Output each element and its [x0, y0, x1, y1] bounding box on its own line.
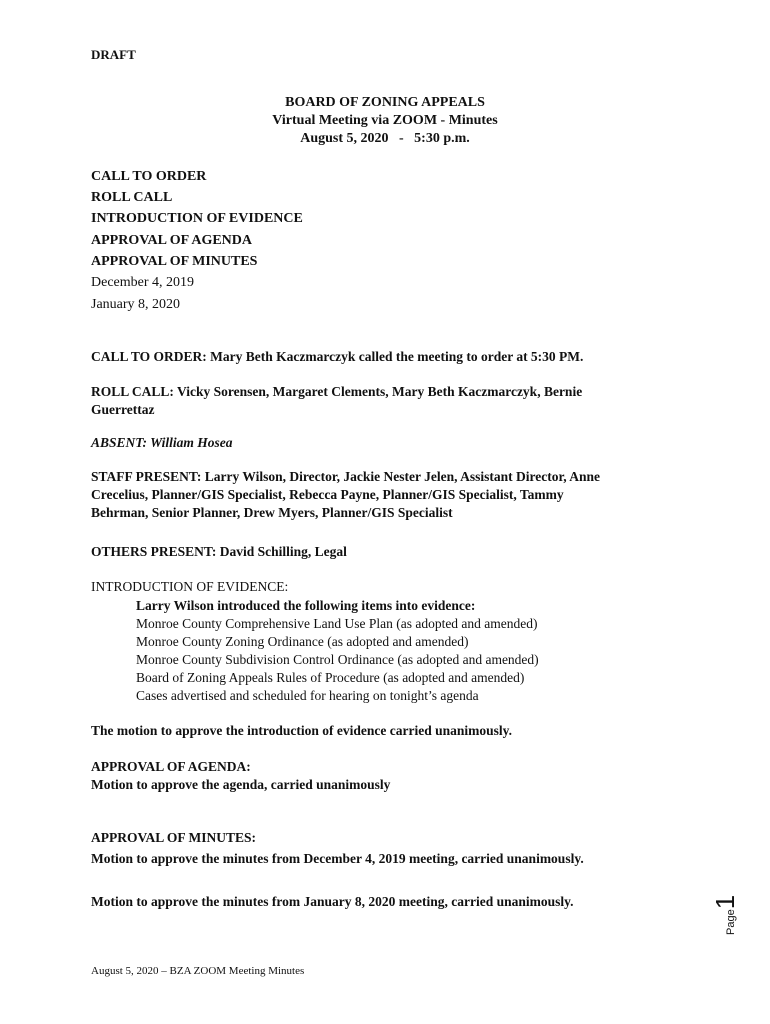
agenda-item: ROLL CALL — [91, 190, 173, 205]
roll-call-line: Guerrettaz — [91, 402, 155, 417]
agenda-item: APPROVAL OF AGENDA — [91, 233, 253, 248]
evidence-motion: The motion to approve the introduction of evidence carried unanimously. — [91, 723, 513, 738]
evidence-item: Cases advertised and scheduled for hearing on tonight’s agenda — [136, 688, 479, 703]
others-present-text: OTHERS PRESENT: David Schilling, Legal — [91, 544, 347, 559]
agenda-item: CALL TO ORDER — [91, 169, 207, 184]
document-subtitle: Virtual Meeting via ZOOM - Minutes — [272, 113, 498, 128]
approval-minutes-motion: Motion to approve the minutes from January 8, 2020 meeting, carried unanimously. — [91, 894, 574, 909]
evidence-heading: INTRODUCTION OF EVIDENCE: — [91, 579, 289, 594]
page-number-mark — [710, 875, 750, 935]
approval-minutes-motion: Motion to approve the minutes from December 4, 2019 meeting, carried unanimously. — [91, 851, 584, 866]
agenda-item: APPROVAL OF MINUTES — [91, 254, 258, 269]
staff-present-line: Behrman, Senior Planner, Drew Myers, Planner/GIS Specialist — [91, 505, 453, 520]
page-word: Page — [725, 909, 737, 935]
approval-agenda-motion: Motion to approve the agenda, carried unanimously — [91, 777, 391, 792]
page-footer: August 5, 2020 – BZA ZOOM Meeting Minutes — [91, 965, 305, 977]
evidence-item: Monroe County Zoning Ordinance (as adopted and amended) — [136, 634, 469, 649]
call-to-order-text: CALL TO ORDER: Mary Beth Kaczmarczyk called the meeting to order at 5:30 PM. — [91, 349, 584, 364]
page-number: 1 — [710, 894, 740, 910]
minutes-date: December 4, 2019 — [91, 275, 195, 290]
document-title: BOARD OF ZONING APPEALS — [285, 95, 485, 110]
approval-minutes-heading: APPROVAL OF MINUTES: — [91, 830, 257, 845]
evidence-item: Monroe County Subdivision Control Ordinance (as adopted and amended) — [136, 652, 539, 667]
approval-agenda-heading: APPROVAL OF AGENDA: — [91, 759, 251, 774]
staff-present-line: Crecelius, Planner/GIS Specialist, Rebecca Payne, Planner/GIS Specialist, Tammy — [91, 487, 564, 502]
staff-present-line: STAFF PRESENT: Larry Wilson, Director, Jackie Nester Jelen, Assistant Director, Anne — [91, 469, 600, 484]
minutes-date: January 8, 2020 — [91, 297, 181, 312]
agenda-item: INTRODUCTION OF EVIDENCE — [91, 211, 303, 226]
evidence-intro: Larry Wilson introduced the following items into evidence: — [136, 598, 476, 613]
meeting-datetime: August 5, 2020 - 5:30 p.m. — [300, 131, 470, 146]
evidence-item: Monroe County Comprehensive Land Use Plan (as adopted and amended) — [136, 616, 538, 631]
roll-call-line: ROLL CALL: Vicky Sorensen, Margaret Clements, Mary Beth Kaczmarczyk, Bernie — [91, 384, 583, 399]
absent-text: ABSENT: William Hosea — [91, 435, 233, 450]
draft-label: DRAFT — [91, 47, 136, 62]
evidence-item: Board of Zoning Appeals Rules of Procedure (as adopted and amended) — [136, 670, 525, 685]
